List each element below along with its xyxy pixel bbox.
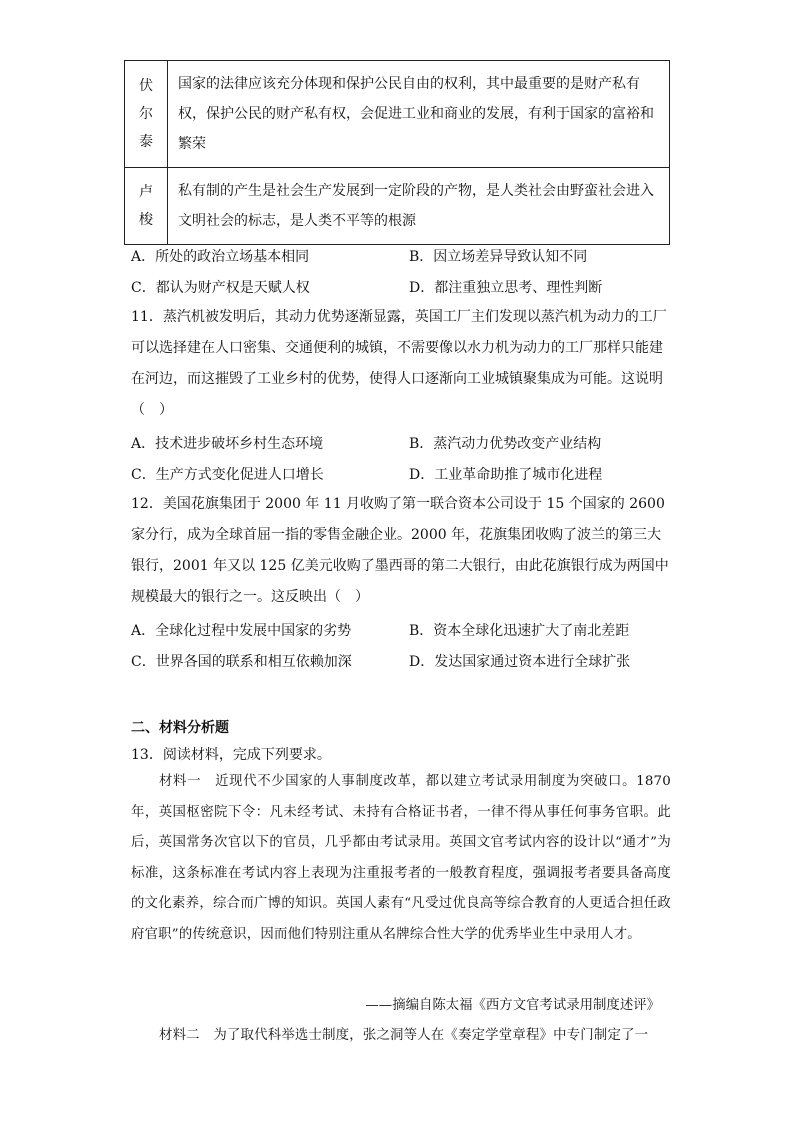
q13-intro: 13．阅读材料，完成下列要求。: [131, 747, 331, 763]
q12-stem: 12．美国花旗集团于 2000 年 11 月收购了第一联合资本公司设于 15 个国家的 2600 家分行，成为全球首屈一指的零售金融企业。2000 年，花旗集团收购了波兰的第三大银行，2001 年又以 125 亿美元收购了墨西哥的第二大银行，由此花旗银行成为两国中规模最大的银行之一。这反映出（ ）: [131, 496, 669, 605]
material-source: ——摘编自陈太福《西方文官考试录用制度述评》: [365, 998, 660, 1013]
thinker-name-char: 梭: [139, 212, 153, 228]
thinker-name-char: 卢: [139, 184, 153, 200]
table-row: [125, 61, 670, 168]
q12-option-d[interactable]: D．发达国家通过资本进行全球扩张: [409, 654, 631, 670]
q10-option-b[interactable]: B．因立场差异导致认知不同: [409, 249, 588, 265]
thinker-name-cell: [125, 168, 168, 245]
q11-option-c[interactable]: C．生产方式变化促进人口增长: [131, 467, 324, 483]
thinker-name-char: 泰: [139, 134, 153, 150]
q11-option-a[interactable]: A．技术进步破坏乡村生态环境: [131, 436, 324, 452]
q11-option-d[interactable]: D．工业革命助推了城市化进程: [409, 467, 603, 483]
viewpoint-table: [124, 60, 670, 245]
q11-option-b[interactable]: B．蒸汽动力优势改变产业结构: [409, 436, 602, 452]
q11-stem: 11．蒸汽机被发明后，其动力优势逐渐显露，英国工厂主们发现以蒸汽机为动力的工厂可以选择建在人口密集、交通便利的城镇，不需要像以水力机为动力的工厂那样只能建在河边，而这摧毁了工业乡村的优势，使得人口逐渐向工业城镇聚集成为可能。这说明（ ）: [131, 309, 667, 418]
q10-option-d[interactable]: D．都注重独立思考、理性判断: [409, 280, 603, 296]
material-one: 材料一 近现代不少国家的人事制度改革，都以建立考试录用制度为突破口。1870 年，英国枢密院下令：凡未经考试、未持有合格证书者，一律不得从事任何事务官职。此后，英国常务次官以下的官员，几乎都由考试录用。英国文官考试内容的设计以“通才”为标准，这条标准在考试内容上表现为注重报考者的一般教育程度，强调报考者要具备高度的文化素养，综合而广博的知识。英国人素有“凡受过优良高等综合教育的人更适合担任政府官职”的传统意识，因而他们特别注重从名牌综合性大学的优秀毕业生中录用人才。: [131, 774, 671, 942]
q10-option-c[interactable]: C．都认为财产权是天赋人权: [131, 280, 310, 296]
section-heading: 二、材料分析题: [131, 720, 229, 736]
q12-option-c[interactable]: C．世界各国的联系和相互依赖加深: [131, 654, 352, 670]
thinker-view-cell: 私有制的产生是社会生产发展到一定阶段的产物，是人类社会由野蛮社会进入文明社会的标志，是人类不平等的根源: [168, 168, 670, 245]
q10-option-a[interactable]: A．所处的政治立场基本相同: [131, 249, 310, 265]
table-row: [125, 168, 670, 245]
q12-option-b[interactable]: B．资本全球化迅速扩大了南北差距: [409, 623, 630, 639]
thinker-name-cell: [125, 61, 168, 168]
thinker-name-char: 尔: [139, 106, 153, 122]
thinker-name-char: 伏: [139, 78, 153, 94]
material-two: 材料二 为了取代科举选士制度，张之洞等人在《奏定学堂章程》中专门制定了一: [159, 1028, 649, 1043]
q12-option-a[interactable]: A．全球化过程中发展中国家的劣势: [131, 623, 352, 639]
thinker-view-cell: 国家的法律应该充分体现和保护公民自由的权利，其中最重要的是财产私有权，保护公民的财产私有权，会促进工业和商业的发展，有利于国家的富裕和繁荣: [168, 61, 670, 168]
